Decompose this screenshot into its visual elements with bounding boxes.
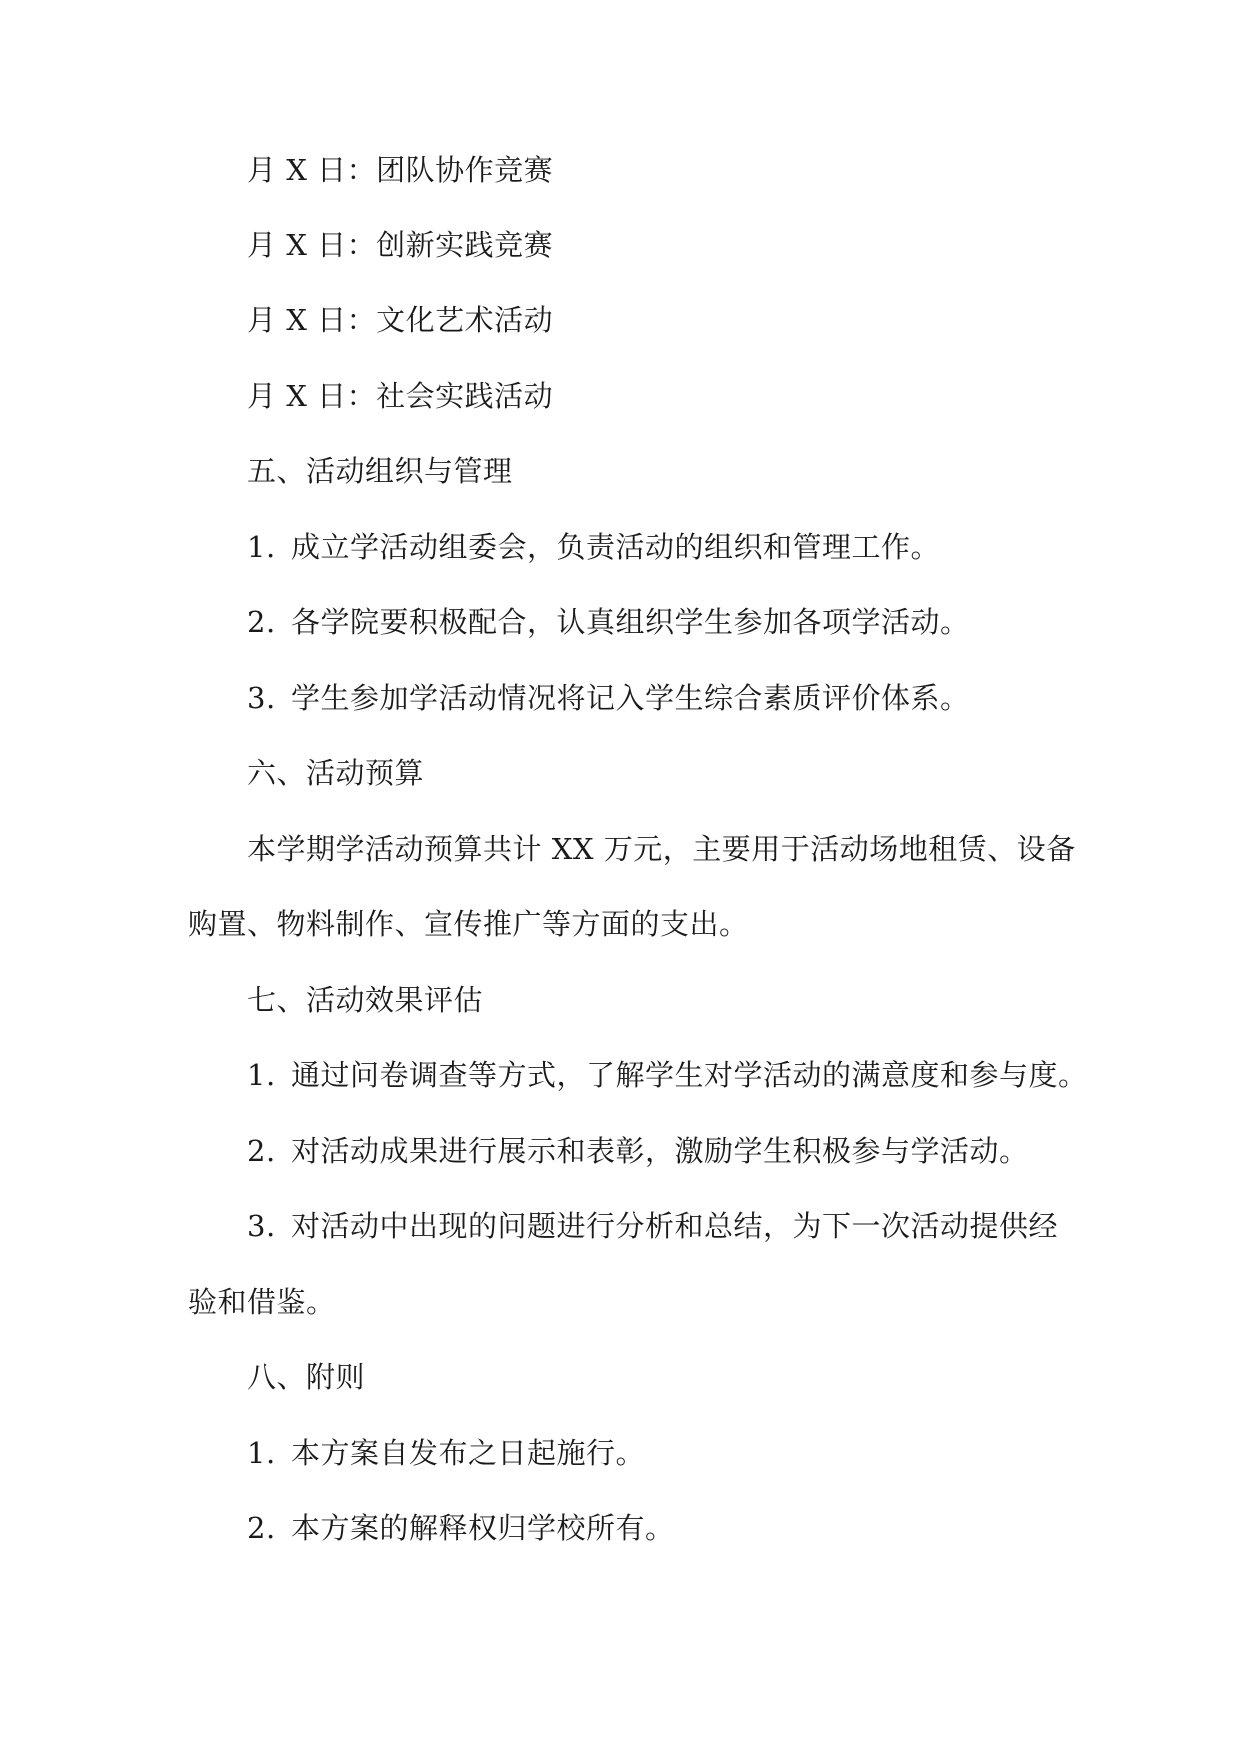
list-item	[247, 1508, 1127, 1548]
list-text: 成立学活动组委会，负责活动的组织和管理工作。	[291, 530, 941, 564]
list-number: 1.	[247, 1436, 276, 1470]
schedule-line: 月 X 日：文化艺术活动	[247, 303, 554, 337]
list-text: 对活动中出现的问题进行分析和总结，为下一次活动提供经	[291, 1209, 1059, 1243]
section-heading: 五、活动组织与管理	[247, 454, 513, 488]
schedule-line: 月 X 日：社会实践活动	[247, 379, 554, 413]
list-number: 2.	[247, 605, 276, 639]
list-text: 本方案的解释权归学校所有。	[291, 1511, 675, 1545]
list-item	[247, 602, 1127, 642]
list-item	[247, 678, 1127, 718]
list-number: 1.	[247, 1058, 276, 1092]
list-text: 学生参加学活动情况将记入学生综合素质评价体系。	[291, 681, 970, 715]
paragraph-line: 购置、物料制作、宣传推广等方面的支出。	[188, 907, 749, 941]
list-item	[247, 1206, 1127, 1246]
list-number: 2.	[247, 1511, 276, 1545]
section-heading: 八、附则	[247, 1360, 366, 1394]
list-number: 3.	[247, 1209, 276, 1243]
paragraph-line: 验和借鉴。	[188, 1285, 336, 1319]
list-number: 1.	[247, 530, 276, 564]
list-text: 本方案自发布之日起施行。	[291, 1436, 646, 1470]
paragraph-line: 本学期学活动预算共计 XX 万元，主要用于活动场地租赁、设备	[247, 832, 1076, 866]
list-number: 2.	[247, 1134, 276, 1168]
schedule-line: 月 X 日：创新实践竞赛	[247, 228, 554, 262]
list-text: 对活动成果进行展示和表彰，激励学生积极参与学活动。	[291, 1134, 1029, 1168]
list-item	[247, 1131, 1127, 1171]
list-text: 各学院要积极配合，认真组织学生参加各项学活动。	[291, 605, 970, 639]
section-heading: 七、活动效果评估	[247, 983, 484, 1017]
section-heading: 六、活动预算	[247, 756, 425, 790]
list-item	[247, 1433, 1127, 1473]
list-text: 通过问卷调查等方式，了解学生对学活动的满意度和参与度。	[291, 1058, 1088, 1092]
list-number: 3.	[247, 681, 276, 715]
list-item	[247, 527, 1127, 567]
schedule-line: 月 X 日：团队协作竞赛	[247, 153, 554, 187]
list-item	[247, 1055, 1127, 1095]
